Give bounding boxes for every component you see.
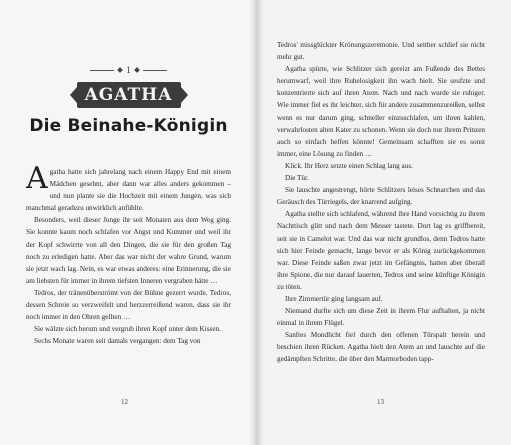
paragraph: Klick. Ihr Herz setzte einen Schlag lang aus. <box>285 161 413 170</box>
book-gutter <box>249 0 263 445</box>
paragraph: Niemand durfte sich um diese Zeit in ihrem Flur aufhalten, ja nicht einmal in ihrem Flügel. <box>277 307 485 328</box>
page-number-right: 13 <box>377 398 384 406</box>
page-number-left: 12 <box>121 398 128 406</box>
ornament-rule-left <box>90 70 114 71</box>
paragraph: Die Tür. <box>285 174 309 183</box>
paragraph: Sanftes Mondlicht fiel durch den offenen Türspalt herein und beschien ihren Rücken. Agatha hielt den Atem an und lauschte auf die gedämpften Schritte, die über den Marmorboden tapp- <box>277 331 485 364</box>
chapter-name-banner <box>77 82 181 108</box>
ornament-diamond-icon <box>117 67 123 73</box>
paragraph: Sechs Monate waren seit damals vergangen: dem Tag von <box>34 337 201 346</box>
chapter-number-ornament <box>26 64 231 76</box>
paragraph: Tedros' missglückter Krönungszeremonie. Und seither schlief sie nicht mehr gut. <box>277 41 485 62</box>
paragraph: Agatha spürte, wie Schlitzer sich gereizt am Fußende des Bettes herumwarf, weil ihre Ruhelosigkeit ihn wach hielt. Sie seufzte und konzentrierte sich auf ihren Atem. Nach und nach wurde sie ruhiger. Wie immer fiel es ihr leichter, sich für andere zusammenzureißen, selbst wenn es nur darum ging, schneller einzuschlafen, um ihren kahlen, verwahrlosten alten Kater zu schonen. Wenn sie doch nur ihrem Prinzen auch so einfach helfen könnte! Gemeinsam schafften sie es sonst immer, eine Lösung zu finden … <box>277 65 485 158</box>
chapter-name: AGATHA <box>84 85 173 105</box>
paragraph: Tedros, der tränenüberströmt von der Bühne gezerrt wurde. Tedros, dessen Schreie so verzweifelt und herzzerreißend waren, dass sie ihr noch immer in den Ohren gellten … <box>26 288 231 322</box>
paragraph: Sie lauschte angestrengt, hörte Schlitzers leises Schnarchen und das Geräusch des Türriegels, der knarrend aufging. <box>277 186 485 207</box>
chapter-title: Die Beinahe-Königin <box>29 116 228 136</box>
drop-cap: A <box>26 161 48 196</box>
ornament-diamond-icon <box>134 67 140 73</box>
right-page-text <box>277 39 485 366</box>
paragraph: Ihre Zimmertür ging langsam auf. <box>285 294 383 303</box>
paragraph: Sie wälzte sich herum und vergrub ihren Kopf unter dem Kissen. <box>34 325 221 334</box>
paragraph: Besonders, weil dieser Junge ihr seit Monaten aus dem Weg ging. Sie konnte kaum noch schlafen vor Angst und Kummer und weil ihr der Kopf schwirrte von all den Dingen, die sie für den großen Tag noch zu erledigen hatte. Aber das war nicht der wahre Grund, warum sie jetzt wach lag. Nein, es war etwas anderes: eine Erinnerung, die sie am liebsten für immer in ihrem tiefsten Inneren vergraben hätte … <box>26 216 231 285</box>
chapter-number: 1 <box>126 65 131 75</box>
chapter-heading <box>26 64 231 136</box>
ornament-rule-right <box>143 70 167 71</box>
left-page-text <box>26 161 231 347</box>
paragraph: Agatha stellte sich schlafend, während ihre Hand vorsichtig zu ihrem Nachttisch glitt und nach dem Messer tastete. Dort lag es griffbereit, seit sie in Camelot war. Und das war nicht grundlos, denn Tedros hatte sich hier Feinde gemacht, lange bevor er als König zurückgekommen war. Diese Feinde saßen zwar jetzt im Gefängnis, hatten aber überall ihre Spione, die nur darauf lauerten, Tedros und seine künftige Königin zu töten. <box>277 210 485 291</box>
paragraph: Agatha hatte sich jahrelang nach einem Happy End mit einem Mädchen gesehnt, aber dann war alles anders gekommen – und nun plante sie die Hochzeit mit einem Jungen, was sich manchmal geradezu unwirklich anfühlte. <box>26 161 231 213</box>
